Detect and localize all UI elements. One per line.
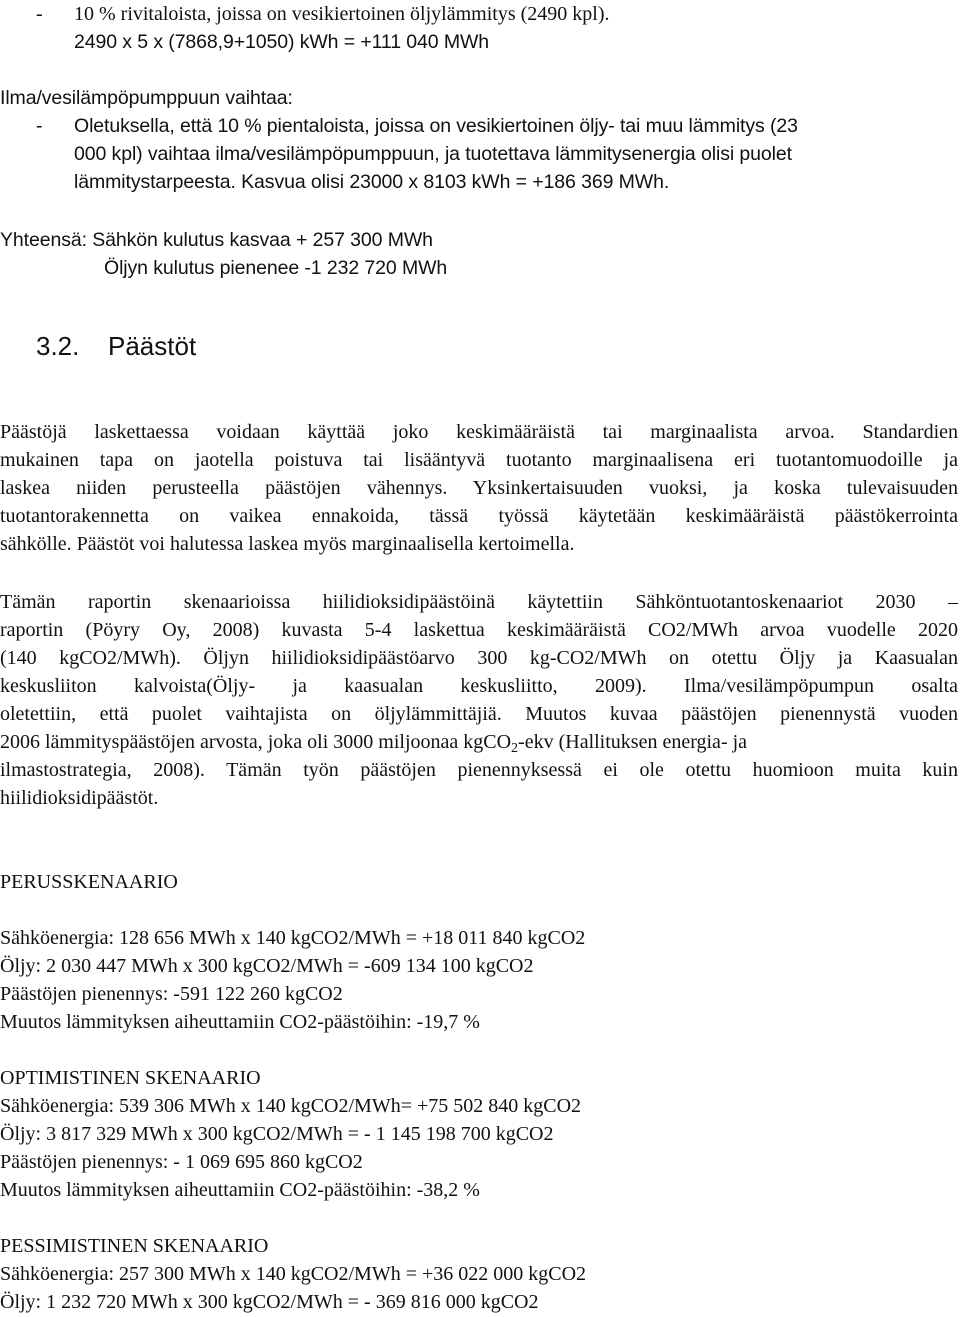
- scenario-line: Öljy: 2 030 447 MWh x 300 kgCO2/MWh = -609 134 100 kgCO2: [0, 955, 534, 977]
- calc-line-rivitalot: 2490 x 5 x (7868,9+1050) kWh = +111 040 MWh: [74, 31, 490, 53]
- list-dash: -: [36, 3, 43, 25]
- section-title: Päästöt: [108, 331, 197, 361]
- scenario-title: PESSIMISTINEN SKENAARIO: [0, 1235, 269, 1257]
- section-number: 3.2.: [36, 331, 80, 361]
- section-heading: [36, 329, 196, 363]
- scenario-line: Muutos lämmityksen aiheuttamiin CO2-päästöihin: -19,7 %: [0, 1011, 480, 1033]
- paragraph-line: mukainen tapa on jaotella poistuva tai lisääntyvä tuotanto marginaalisena eri tuotantomuodoille ja: [0, 449, 958, 471]
- subheading-ilma-vesi: Ilma/vesilämpöpumppuun vaihtaa:: [0, 87, 293, 109]
- scenario-line: Päästöjen pienennys: -591 122 260 kgCO2: [0, 983, 343, 1005]
- list-item-continuation: 000 kpl) vaihtaa ilma/vesilämpöpumppuun, ja tuotettava lämmitysenergia olisi puolet: [74, 143, 792, 165]
- total-electricity-line: Yhteensä: Sähkön kulutus kasvaa + 257 300 MWh: [0, 229, 433, 251]
- line-prefix: 2006 lämmityspäästöjen arvosta, joka oli 3000 miljoonaa kgCO: [0, 731, 512, 753]
- paragraph-line: ilmastostrategia, 2008). Tämän työn päästöjen pienennyksessä ei ole otettu huomioon muita kuin: [0, 759, 958, 781]
- scenario-line: Öljy: 1 232 720 MWh x 300 kgCO2/MWh = - 369 816 000 kgCO2: [0, 1291, 539, 1313]
- list-dash: -: [36, 115, 43, 137]
- paragraph-line: oletettiin, että puolet vaihtajista on öljylämmittäjiä. Muutos kuvaa päästöjen pienennystä vuoden: [0, 703, 958, 725]
- total-oil-line: Öljyn kulutus pienenee -1 232 720 MWh: [104, 257, 448, 279]
- list-item-text: 10 % rivitaloista, joissa on vesikiertoinen öljylämmitys (2490 kpl).: [74, 3, 610, 25]
- scenario-line: Öljy: 3 817 329 MWh x 300 kgCO2/MWh = - 1 145 198 700 kgCO2: [0, 1123, 554, 1145]
- scenario-line: Sähköenergia: 128 656 MWh x 140 kgCO2/MWh = +18 011 840 kgCO2: [0, 927, 586, 949]
- paragraph-line-with-subscript: [0, 730, 958, 761]
- scenario-title: PERUSSKENAARIO: [0, 871, 178, 893]
- paragraph-line: laskea niiden perusteella päästöjen vähennys. Yksinkertaisuuden vuoksi, ja koska tulevaisuuden: [0, 477, 958, 499]
- paragraph-line: Päästöjä laskettaessa voidaan käyttää joko keskimääräistä tai marginaalista arvoa. Standardien: [0, 421, 958, 443]
- paragraph-line: (140 kgCO2/MWh). Öljyn hiilidioksidipäästöarvo 300 kg-CO2/MWh on otettu Öljy ja Kaasualan: [0, 647, 958, 669]
- paragraph-line: raportin (Pöyry Oy, 2008) kuvasta 5-4 laskettua keskimääräistä CO2/MWh arvoa vuodelle 2020: [0, 619, 958, 641]
- paragraph-line: Tämän raportin skenaarioissa hiilidioksidipäästöinä käytettiin Sähköntuotantoskenaariot 2030 –: [0, 591, 958, 613]
- scenario-line: Muutos lämmityksen aiheuttamiin CO2-päästöihin: -38,2 %: [0, 1179, 480, 1201]
- paragraph-line: tuotantorakennetta on vaikea ennakoida, tässä työssä käytetään keskimääräistä päästökerrointa: [0, 505, 958, 527]
- line-part: [0, 730, 747, 761]
- paragraph-line: hiilidioksidipäästöt.: [0, 787, 159, 809]
- paragraph-line: sähkölle. Päästöt voi halutessa laskea myös marginaalisella kertoimella.: [0, 533, 575, 555]
- paragraph-line: keskusliiton kalvoista(Öljy- ja kaasualan keskusliitto, 2009). Ilma/vesilämpöpumpun osalta: [0, 675, 958, 697]
- scenario-title: OPTIMISTINEN SKENAARIO: [0, 1067, 261, 1089]
- list-item-continuation: lämmitystarpeesta. Kasvua olisi 23000 x 8103 kWh = +186 369 MWh.: [74, 171, 670, 193]
- scenario-line: Päästöjen pienennys: - 1 069 695 860 kgCO2: [0, 1151, 363, 1173]
- line-suffix: -ekv (Hallituksen energia- ja: [518, 731, 748, 753]
- scenario-line: Sähköenergia: 539 306 MWh x 140 kgCO2/MWh= +75 502 840 kgCO2: [0, 1095, 582, 1117]
- scenario-line: Sähköenergia: 257 300 MWh x 140 kgCO2/MWh = +36 022 000 kgCO2: [0, 1263, 587, 1285]
- list-item-text: Oletuksella, että 10 % pientaloista, joissa on vesikiertoinen öljy- tai muu lämmitys (23: [74, 115, 798, 137]
- subscript: 2: [511, 741, 519, 756]
